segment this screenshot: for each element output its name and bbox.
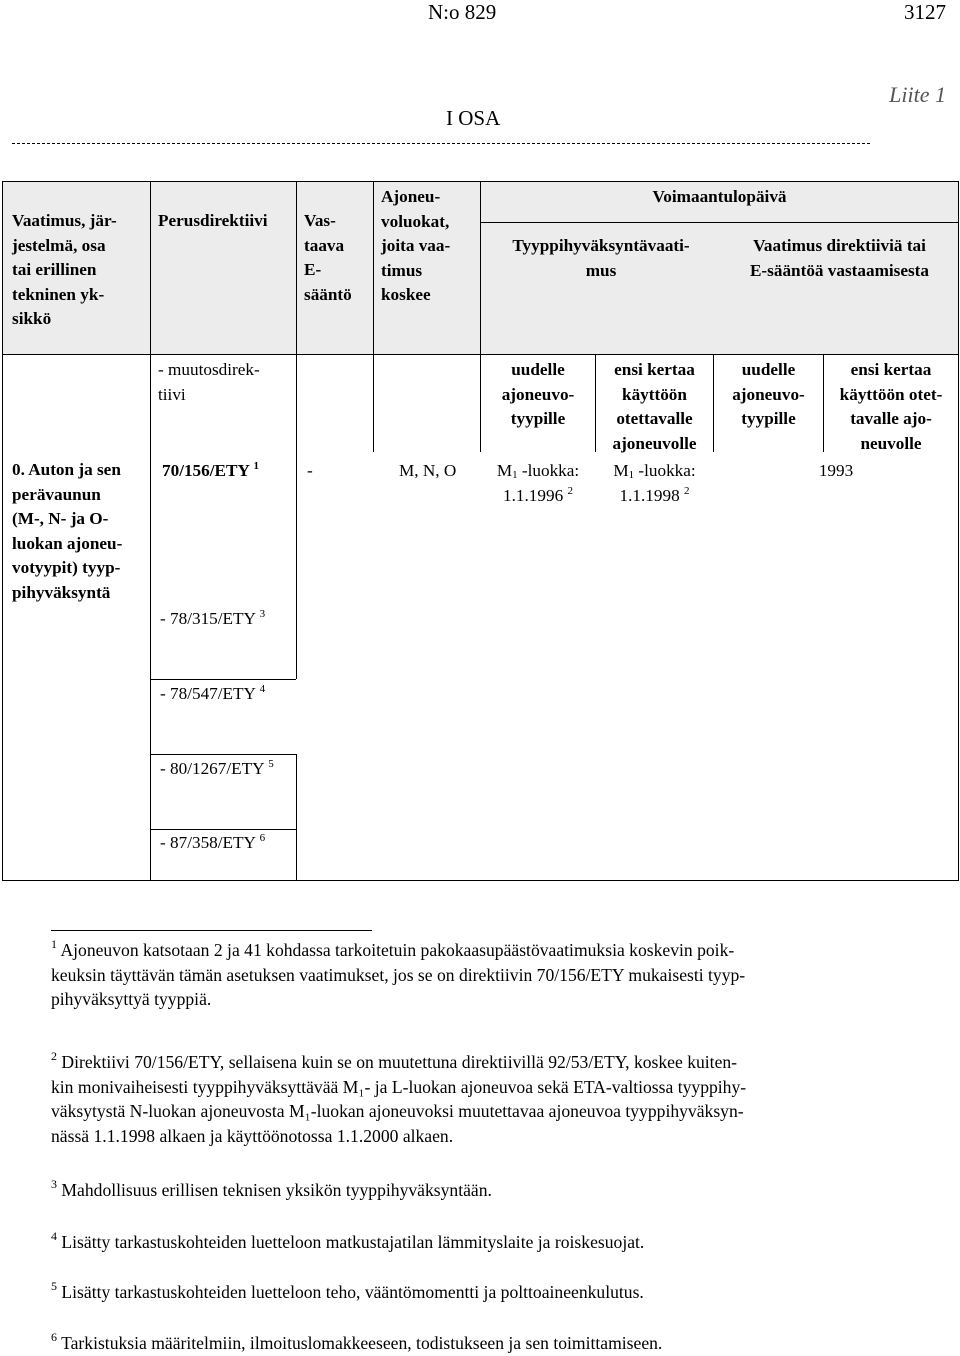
amendment-item: - 80/1267/ETY $^5$: [160, 758, 274, 778]
footnote-rule: [51, 930, 372, 931]
row-rule: [3, 354, 958, 355]
subject-cell: 0. Auton ja sen perävaunun (M-, N- ja O- luokan ajoneu- votyypit) tyyp- pihyväksyntä: [12, 460, 123, 602]
footnote-3: $^3$ Mahdollisuus erillisen teknisen yksikön tyyppihyväksyntään.: [51, 1177, 492, 1200]
row-rule: [151, 679, 296, 680]
footnote-6: $^6$ Tarkistuksia määritelmiin, ilmoituslomakkeeseen, todistukseen ja sen toimittamiseen.: [51, 1330, 663, 1353]
amendment-item: - 87/358/ETY $^6$: [160, 832, 266, 852]
type-approval-new-cell: $M_1$ -luokka: 1.1.1996 $^2$: [496, 461, 580, 505]
compliance-new-cell: 1993: [818, 461, 854, 480]
row-rule: [481, 222, 958, 223]
row-rule: [151, 829, 296, 830]
page-number: 3127: [904, 0, 946, 24]
column-rule: [296, 754, 297, 880]
base-directive-cell: 70/156/ETY $^1$: [162, 460, 260, 480]
footnote-5: $^5$ Lisätty tarkastuskohteiden luetteloon teho, vääntömomentti ja polttoaineenkulutus.: [51, 1279, 644, 1302]
amendment-heading: - muutosdirek- tiivi: [158, 360, 260, 404]
footnote-1: $^1$ Ajoneuvon katsotaan 2 ja 41 kohdassa tarkoitetuin pakokaasupäästövaatimuksia koskevin poik- keuksin täyttävän tämän asetuksen vaatimukset, jos se on direktiivin 70/156/ETY mukaisesti tyyp- pihyväksyttyä tyyppiä.: [51, 937, 746, 1009]
column-rule: [296, 182, 297, 679]
header-subject: Vaatimus, jär- jestelmä, osa tai erillinen tekninen yk- sikkö: [12, 211, 117, 328]
part-title: I OSA: [446, 106, 501, 130]
new-types-heading: uudelle ajoneuvo- tyypille: [501, 360, 575, 428]
header-effective-date: Voimaantulopäivä: [652, 187, 787, 206]
e-rule-cell: -: [307, 461, 313, 480]
header-cell-bg: [151, 182, 296, 354]
dashed-divider: [12, 143, 870, 144]
first-use-heading: ensi kertaa käyttöön otet- tavalle ajo- neuvolle: [839, 360, 943, 453]
row-rule: [151, 754, 296, 755]
vehicle-classes-cell: M, N, O: [399, 461, 457, 480]
header-compliance: Vaatimus direktiiviä tai E-sääntöä vastaamisesta: [749, 236, 930, 280]
new-types-heading: uudelle ajoneuvo- tyypille: [732, 360, 805, 428]
amendment-item: - 78/547/ETY $^4$: [160, 683, 266, 703]
requirements-table: [2, 181, 959, 881]
type-approval-first-use-cell: $M_1$ -luokka: 1.1.1998 $^2$: [613, 461, 696, 505]
footnote-2: $^2$ Direktiivi 70/156/ETY, sellaisena kuin se on muutettuna direktiivillä 92/53/ETY, koskee kuiten- kin monivaiheisesti tyyppihyväksyttävää M₁- ja L-luokan ajoneuvoa sekä ETA-valtiossa tyyppihy- väksytystä N-luokan ajoneuvosta M₁-luokan ajoneuvoksi muutettavaa ajoneuvoa tyyppihyväksyn- nässä 1.1.1998 alkaen ja käyttöönotossa 1.1.2000 alkaen.: [51, 1049, 747, 1146]
footnote-4: $^4$ Lisätty tarkastuskohteiden luetteloon matkustajatilan lämmityslaite ja roiskesuojat.: [51, 1229, 645, 1252]
column-rule: [150, 182, 151, 880]
header-vehicle-classes: Ajoneu- voluokat, joita vaa- timus koskee: [381, 187, 451, 304]
document-number: N:o 829: [428, 0, 497, 24]
column-rule: [373, 182, 374, 452]
first-use-heading: ensi kertaa käyttöön otettavalle ajoneuvolle: [612, 360, 697, 453]
header-type-approval: Tyyppihyväksyntävaati- mus: [512, 236, 690, 280]
amendment-item: - 78/315/ETY $^3$: [160, 608, 266, 628]
header-base-directive: Perusdirektiivi: [158, 211, 268, 230]
appendix-label: Liite 1: [889, 82, 946, 107]
header-e-rule: Vas- taava E- sääntö: [304, 211, 352, 304]
